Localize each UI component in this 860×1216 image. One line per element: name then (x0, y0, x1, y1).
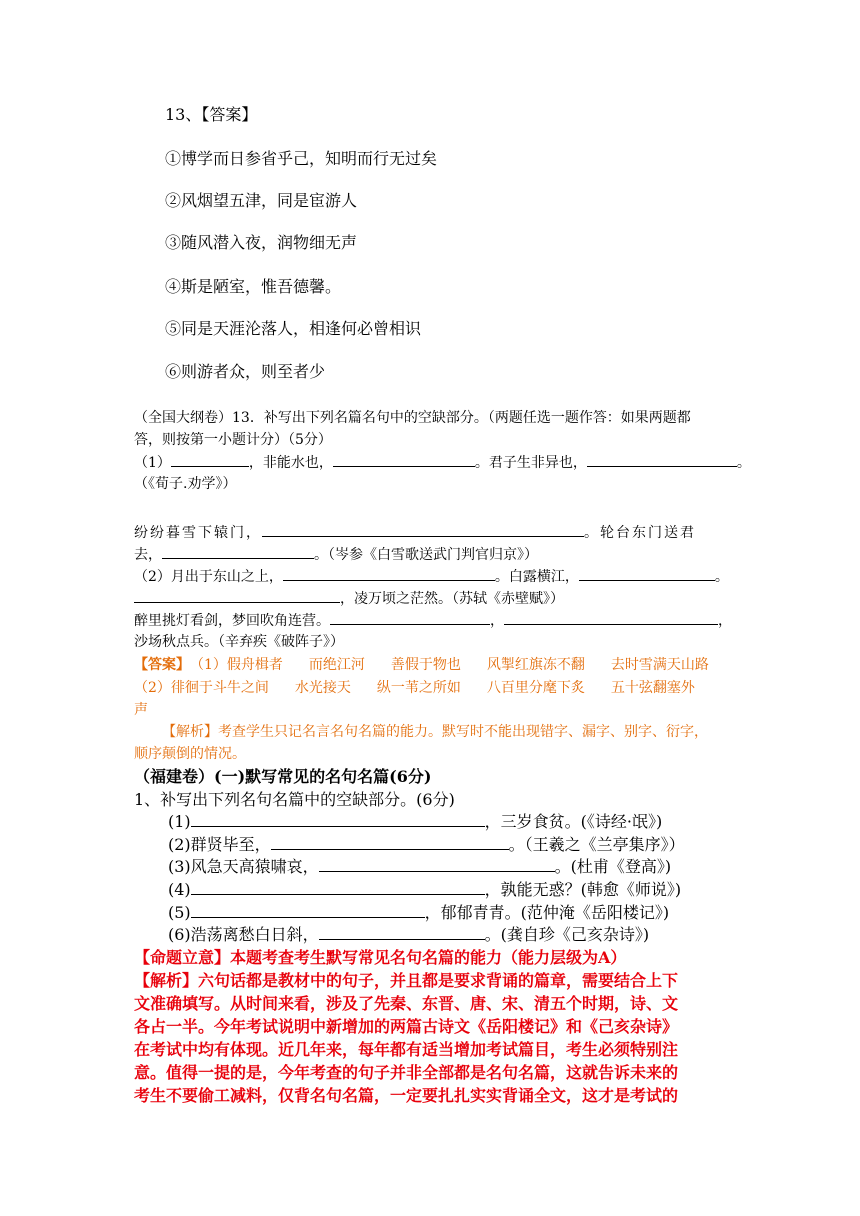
item-4-post: ，孰能无惑？(韩愈《师说》) (484, 880, 682, 899)
fujian-item-4 (168, 880, 681, 900)
q13-answer-6: ⑥则游者众，则至者少 (165, 362, 326, 381)
part2-text-b: 。白露横江， (494, 569, 579, 585)
blank-7 (579, 566, 715, 581)
part2-text-f: ， (490, 613, 504, 629)
part2-text-a: （2）月出于东山之上， (134, 569, 283, 585)
blank-f2 (271, 835, 509, 850)
blank-8 (134, 588, 340, 603)
answer-2-3: 纵一苇之所如 (376, 680, 461, 696)
part1-source: （《荀子.劝学》） (134, 476, 237, 492)
item-5-post: ，郁郁青青。(范仲淹《岳阳楼记》) (424, 903, 670, 922)
fujian-analysis-6: 考生不要偷工减料，仅背名句名篇，一定要扎扎实实背诵全文，这才是考试的 (134, 1086, 679, 1105)
q13-answer-3: ③随风潜入夜，润物细无声 (165, 233, 358, 252)
national-answer-row-1 (134, 655, 709, 675)
blank-f3 (319, 857, 555, 872)
blank-f6 (319, 925, 485, 940)
blank-4 (262, 522, 584, 537)
item-2-pre: (2)群贤毕至， (168, 835, 271, 854)
item-3-post: 。(杜甫《登高》) (554, 857, 672, 876)
blank-f5 (191, 903, 425, 918)
fujian-item-2 (168, 835, 685, 855)
national-intro-2: 答，则按第一小题计分）（5分） (134, 432, 332, 448)
fujian-analysis-2: 文准确填写。从时间来看，涉及了先秦、东晋、唐、宋、清五个时期，诗、文 (134, 994, 679, 1013)
national-part2-line-1 (134, 566, 729, 587)
answer-2-5: 五十弦翻塞外 (610, 680, 695, 696)
answer-1-1: （1）假舟楫者 (190, 657, 283, 673)
answer-1-5: 去时雪满天山路 (610, 657, 709, 673)
item-1-pre: (1) (168, 812, 191, 831)
national-poem-line-2 (134, 544, 538, 565)
national-part1-line (134, 452, 751, 473)
poem-text-c: 去， (134, 547, 162, 563)
blank-6 (283, 566, 495, 581)
fujian-analysis-5: 意。值得一提的是，今年考查的句子并非全部都是名句名篇，这就告诉未来的 (134, 1063, 679, 1082)
national-intro-1: （全国大纲卷）13．补写出下列名篇名句中的空缺部分。（两题任选一题作答：如果两题都 (134, 410, 691, 426)
fujian-item-3 (168, 857, 671, 877)
blank-9 (330, 610, 490, 625)
item-5-pre: (5) (168, 903, 191, 922)
fujian-item-6 (168, 925, 649, 945)
fujian-item-1 (168, 812, 662, 832)
fujian-intent: 【命题立意】本题考查考生默写常见名句名篇的能力（能力层级为A） (134, 948, 627, 967)
fujian-item-5 (168, 903, 669, 923)
national-part2-source: 沙场秋点兵。（辛弃疾《破阵子》） (134, 634, 344, 650)
part2-text-g: ， (718, 613, 732, 629)
blank-3 (587, 452, 737, 467)
part1-text-c: 。君子生非异也， (474, 455, 587, 471)
fujian-heading: （福建卷）(一)默写常见的名句名篇(6分) (134, 767, 432, 786)
blank-5 (162, 544, 314, 559)
national-part2-line-3 (134, 610, 732, 631)
part1-text-d: 。 (736, 455, 751, 471)
part2-text-e: 醉里挑灯看剑，梦回吹角连营。 (134, 613, 330, 629)
part2-text-d: ，凌万顷之茫然。（苏轼《赤壁赋》） (340, 591, 564, 607)
national-poem-line-1 (134, 522, 696, 543)
answer-1-2: 而绝江河 (308, 657, 365, 673)
answer-1-3: 善假于物也 (390, 657, 461, 673)
poem-text-d: 。（岑参《白雪歌送武门判官归京》） (314, 547, 538, 563)
item-6-post: 。(龚自珍《己亥杂诗》) (484, 925, 650, 944)
q13-answer-2: ②风烟望五津，同是宦游人 (165, 191, 358, 210)
blank-1 (171, 452, 249, 467)
national-answer-row-2 (134, 678, 695, 698)
q13-heading: 13、【答案】 (165, 105, 258, 124)
fujian-question: 1、补写出下列名句名篇中的空缺部分。(6分) (134, 790, 455, 809)
item-2-post: 。（王羲之《兰亭集序》） (508, 835, 685, 854)
q13-answer-5: ⑤同是天涯沦落人，相逢何必曾相识 (165, 319, 422, 338)
fujian-analysis-1: 【解析】六句话都是教材中的句子，并且都是要求背诵的篇章，需要结合上下 (134, 971, 679, 990)
poem-text-b: 。轮台东门送君 (584, 525, 696, 541)
fujian-analysis-4: 在考试中均有体现。近几年来，每年都有适当增加考试篇目，考生必须特别注 (134, 1040, 679, 1059)
part1-number: （1） (134, 455, 171, 471)
national-answer-row-3: 声 (134, 702, 148, 718)
national-part2-line-2 (134, 588, 564, 609)
item-3-pre: (3)风急天高猿啸哀， (168, 857, 319, 876)
answer-1-4: 风掣红旗冻不翻 (486, 657, 585, 673)
blank-2 (333, 452, 475, 467)
poem-text-a: 纷纷暮雪下辕门， (134, 525, 262, 541)
item-4-pre: (4) (168, 880, 191, 899)
answer-2-4: 八百里分麾下炙 (486, 680, 585, 696)
national-analysis-1: 【解析】考查学生只记名言名句名篇的能力。默写时不能出现错字、漏字、别字、衍字， (162, 724, 708, 740)
fujian-analysis-3: 各占一半。今年考试说明中新增加的两篇古诗文《岳阳楼记》和《己亥杂诗》 (134, 1017, 679, 1036)
item-1-post: ，三岁食贫。(《诗经·氓》) (484, 812, 663, 831)
blank-10 (504, 610, 718, 625)
q13-answer-4: ④斯是陋室，惟吾德馨。 (165, 277, 342, 296)
answer-2-2: 水光接天 (294, 680, 351, 696)
blank-f1 (191, 812, 485, 827)
q13-answer-1: ①博学而日参省乎己，知明而行无过矣 (165, 149, 438, 168)
answer-label: 【答案】 (134, 657, 190, 673)
blank-f4 (191, 880, 485, 895)
national-analysis-2: 顺序颠倒的情况。 (134, 746, 246, 762)
part1-text-b: ，非能水也， (248, 455, 333, 471)
answer-2-1: （2）徘徊于斗牛之间 (134, 680, 269, 696)
item-6-pre: (6)浩荡离愁白日斜， (168, 925, 319, 944)
part2-text-c: 。 (714, 569, 729, 585)
